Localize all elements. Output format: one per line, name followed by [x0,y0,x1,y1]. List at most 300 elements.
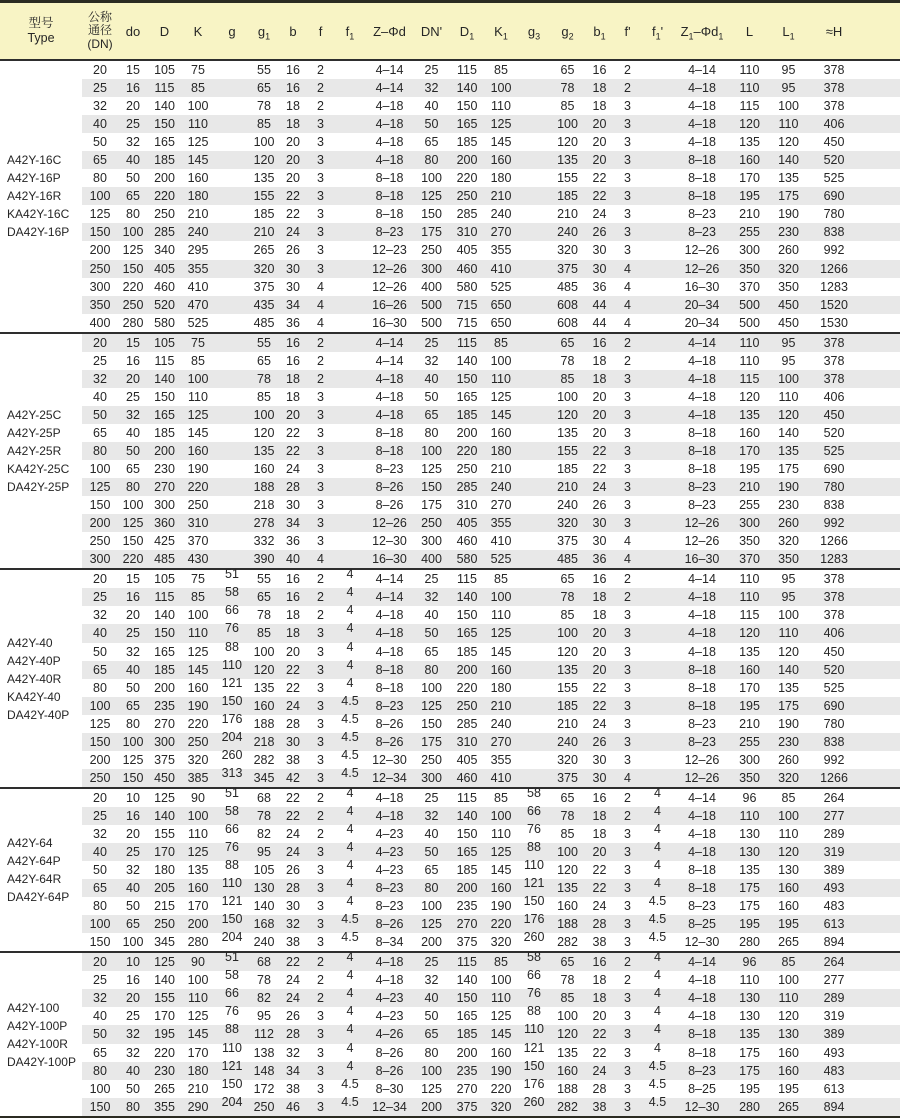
spec-cell: 3 [307,187,334,205]
spec-cell: 230 [769,223,808,241]
spec-cell: 4 [624,534,631,549]
spec-cell: 80 [93,680,107,695]
spec-cell [641,588,674,606]
model-label: A42Y-16P [7,171,61,186]
spec-cell: 115 [450,788,484,807]
spec-cell: 105 [148,333,181,352]
filler-cell [860,661,900,679]
spec-cell: 8–23 [688,716,716,731]
spec-cell: 120 [253,425,275,440]
spec-cell: 220 [456,680,478,695]
spec-cell: 110 [491,99,511,114]
spec-cell: 150 [89,498,111,513]
spec-cell: 282 [253,752,275,767]
spec-cell: 220 [456,171,478,186]
spec-cell: 3 [624,752,631,767]
spec-cell: 485 [148,550,181,569]
raised-value: 313 [221,765,243,780]
spec-cell: 300 [413,769,450,788]
spec-cell: 18 [286,99,300,114]
spec-cell: 3 [614,1025,641,1043]
spec-row [0,1062,900,1080]
spec-cell: 115 [739,608,760,623]
spec-cell: 85 [191,353,205,368]
spec-cell: 32 [93,99,107,114]
spec-cell [215,296,249,314]
spec-cell: 18 [585,989,614,1007]
spec-cell: 30 [286,899,300,914]
spec-cell: 22 [279,788,307,807]
spec-cell: 175 [730,1062,769,1080]
spec-cell: 3 [614,915,641,933]
spec-cell: 205 [148,879,181,897]
spec-cell: 2 [614,588,641,606]
raised-value: 51 [225,785,239,800]
spec-cell: 28 [286,716,300,731]
spec-cell: 85 [484,569,518,588]
spec-cell: 3 [614,370,641,388]
spec-cell [518,187,550,205]
spec-cell: 100 [122,498,144,513]
spec-cell: 140 [769,661,808,679]
spec-cell: 210 [557,716,578,731]
spec-cell: 145 [181,151,215,169]
spec-cell: 3 [624,680,631,695]
filler-cell [860,352,900,370]
spec-cell: 4–18 [688,644,716,659]
spec-cell: 525 [823,171,845,186]
spec-cell: 370 [739,279,760,294]
spec-cell: 25 [413,333,450,352]
filler-cell [860,843,900,861]
spec-cell: 460 [456,534,478,549]
raised-value: 4.5 [341,765,359,780]
spec-cell: 20 [118,989,148,1007]
spec-cell: 24 [585,478,614,496]
spec-cell: 270 [484,733,518,751]
spec-cell: 175 [769,187,808,205]
spec-cell: 270 [154,716,175,731]
spec-cell: 405 [456,243,478,258]
spec-cell: 8–26 [366,1062,413,1080]
spec-row [0,933,900,952]
spec-cell: 135 [778,171,799,186]
spec-cell: 22 [585,879,614,897]
spec-cell: 235 [456,899,478,914]
spec-cell: 240 [490,207,512,222]
spec-cell: 125 [187,1009,209,1024]
raised-value: 88 [527,840,541,855]
spec-cell: 278 [249,514,279,532]
spec-cell [641,370,674,388]
spec-cell: 2 [624,973,631,988]
spec-cell: 16–30 [684,279,720,294]
spec-cell: 2 [614,333,641,352]
spec-cell: 135 [550,661,585,679]
spec-cell: 140 [154,608,175,623]
spec-cell: 68 [249,788,279,807]
spec-row [0,514,900,532]
spec-cell: 30 [592,243,607,258]
spec-cell: 8–25 [674,915,730,933]
spec-cell: 100 [778,99,799,114]
spec-cell: 493 [823,1045,845,1060]
spec-cell: 240 [550,733,585,751]
spec-cell: 105 [253,863,275,878]
spec-cell: 8–18 [674,879,730,897]
spec-cell: 250 [154,207,175,222]
spec-cell: 218 [253,498,275,513]
spec-cell [641,260,674,278]
filler-cell [860,406,900,424]
spec-cell: 15 [126,63,140,77]
spec-cell: 210 [187,207,209,222]
filler-cell [860,496,900,514]
spec-cell: 525 [490,279,512,294]
spec-cell: 4–26 [366,1025,413,1043]
spec-cell [641,278,674,296]
spec-cell: 65 [413,1025,450,1043]
spec-cell: 4–14 [674,952,730,971]
spec-cell: 406 [823,389,845,404]
spec-cell: 320 [769,260,808,278]
spec-cell: 12–34 [366,769,413,788]
spec-cell [518,460,550,478]
spec-cell: 8–26 [375,1045,404,1060]
spec-cell: 18 [585,807,614,825]
spec-cell [641,424,674,442]
spec-cell: 46 [279,1098,307,1117]
spec-cell: 3 [614,151,641,169]
spec-cell [641,442,674,460]
spec-cell: 4–18 [674,843,730,861]
filler-cell [860,1098,900,1117]
spec-cell: 135 [253,680,275,695]
spec-cell: 4–18 [688,353,716,368]
spec-cell: 400 [421,279,442,294]
spec-cell: 40 [126,425,140,440]
spec-cell: 8–23 [366,697,413,715]
spec-cell: 4–18 [366,115,413,133]
spec-cell: 50 [82,1025,118,1043]
spec-cell: 32 [424,973,439,988]
spec-cell: 265 [778,935,799,950]
spec-cell: 200 [154,680,175,695]
col-header-l1: $L_1$ [769,2,808,61]
spec-cell: 22 [279,661,307,679]
spec-cell: 150 [450,989,484,1007]
spec-cell: 40 [82,843,118,861]
spec-cell: 4–18 [375,608,404,623]
spec-cell: 20 [585,624,614,642]
spec-cell [215,205,249,223]
spec-cell: 8–23 [375,899,404,914]
spec-cell: 20 [279,406,307,424]
spec-cell: 8–18 [375,171,404,186]
spec-row [0,697,900,715]
spec-cell: 100 [253,644,275,659]
spec-cell: 85 [257,389,271,404]
spec-cell [518,733,550,751]
spec-cell: 160 [187,171,209,186]
spec-cell: 2 [307,952,334,971]
spec-cell: 120 [550,1025,585,1043]
spec-cell: 3 [307,697,334,715]
raised-value: 4 [654,986,661,1001]
spec-cell: 220 [484,915,518,933]
spec-cell: 370 [187,534,209,549]
spec-cell: 65 [257,353,271,368]
spec-cell [518,333,550,352]
spec-cell: 95 [769,333,808,352]
spec-row [0,205,900,223]
spec-row [0,1025,900,1043]
spec-cell: 265 [253,243,275,258]
raised-value: 58 [527,785,541,800]
model-label: KA42Y-40 [7,689,61,704]
raised-value: 4.5 [648,912,667,927]
spec-cell: 120 [778,1009,799,1024]
spec-cell: 345 [154,935,175,950]
spec-cell: 320 [249,260,279,278]
spec-cell: 8–23 [688,899,716,914]
spec-cell [215,97,249,115]
spec-cell [518,278,550,296]
spec-cell: 145 [187,425,209,440]
spec-cell [518,133,550,151]
raised-value: 176 [523,912,545,927]
spec-cell: 4–18 [674,115,730,133]
spec-cell: 38 [286,1081,300,1096]
model-label: A42Y-64R [7,872,62,887]
spec-cell: 140 [450,807,484,825]
spec-cell: 3 [307,478,334,496]
spec-row [0,1044,900,1062]
spec-cell [215,79,249,97]
spec-cell: 125 [122,752,144,767]
spec-row [0,115,900,133]
spec-cell [641,388,674,406]
spec-cell [641,624,674,642]
spec-cell: 110 [491,826,511,841]
spec-cell: 188 [557,1081,578,1096]
spec-cell [334,205,366,223]
spec-row [0,606,900,624]
raised-value: 4 [346,803,354,818]
spec-cell: 3 [317,1081,324,1096]
spec-cell: 410 [490,534,512,549]
spec-cell: 4–23 [375,863,404,878]
spec-cell [518,514,550,532]
spec-cell: 450 [148,769,181,788]
filler-cell [860,569,900,588]
spec-cell: 210 [739,716,760,731]
spec-cell: 100 [490,353,512,368]
spec-cell: 180 [484,442,518,460]
spec-cell: 282 [550,1098,585,1117]
col-header-k1: $K_1$ [484,2,518,61]
spec-cell: 2 [614,569,641,588]
spec-cell: 8–18 [674,442,730,460]
spec-cell: 85 [769,952,808,971]
spec-cell: 16 [279,79,307,97]
spec-cell [518,223,550,241]
filler-cell [860,478,900,496]
raised-value: 4 [654,1004,661,1019]
filler-cell [860,333,900,352]
spec-cell: 26 [585,733,614,751]
spec-cell: 50 [126,171,140,186]
spec-cell: 8–18 [375,207,404,222]
spec-cell: 22 [592,462,607,477]
spec-cell: 20 [82,333,118,352]
spec-cell: 4–18 [674,807,730,825]
spec-cell: 125 [413,697,450,715]
spec-cell: 125 [484,624,518,642]
spec-cell: 115 [450,952,484,971]
spec-cell: 8–18 [688,863,716,878]
spec-cell: 100 [557,1009,578,1024]
spec-cell: 8–18 [674,151,730,169]
spec-cell [641,569,674,588]
spec-cell: 3 [614,879,641,897]
spec-cell: 270 [450,915,484,933]
model-label: A42Y-64P [7,854,61,869]
spec-cell: 135 [769,442,808,460]
spec-cell: 110 [730,569,769,588]
spec-cell: 4–18 [688,973,716,988]
spec-cell: 3 [624,716,631,731]
spec-cell: 40 [279,550,307,569]
spec-cell: 500 [421,315,442,330]
filler-cell [860,588,900,606]
spec-cell: 24 [279,989,307,1007]
spec-cell: 50 [93,644,107,659]
spec-cell [641,205,674,223]
spec-cell: 2 [624,63,631,77]
spec-cell [641,333,674,352]
spec-cell: 115 [457,63,477,77]
spec-cell: 3 [624,826,631,841]
spec-cell: 135 [730,406,769,424]
spec-cell: 3 [624,608,631,623]
spec-cell: 110 [730,807,769,825]
spec-cell: 120 [249,151,279,169]
spec-cell: 110 [730,333,769,352]
spec-cell: 65 [93,1045,107,1060]
spec-cell: 32 [126,135,140,150]
spec-cell: 16 [585,952,614,971]
spec-cell: 500 [413,296,450,314]
spec-cell: 22 [279,807,307,825]
spec-cell: 3 [624,863,631,878]
raised-value: 4 [654,1040,661,1055]
spec-cell: 185 [148,661,181,679]
spec-cell: 4–18 [366,151,413,169]
spec-cell: 100 [89,462,111,477]
raised-value: 121 [221,894,243,909]
filler-cell [860,971,900,989]
spec-cell: 150 [450,370,484,388]
spec-cell: 200 [450,661,484,679]
spec-cell: 80 [413,661,450,679]
spec-cell: 130 [730,843,769,861]
spec-cell: 260 [778,752,799,767]
spec-cell: 240 [484,478,518,496]
spec-cell: 690 [808,697,860,715]
spec-cell: 190 [181,697,215,715]
spec-cell: 3 [307,1025,334,1043]
raised-value: 4 [346,785,354,800]
spec-cell: 185 [450,1025,484,1043]
spec-cell: 140 [253,899,275,914]
raised-value: 110 [524,858,544,873]
spec-cell: 24 [592,899,607,914]
spec-cell [641,643,674,661]
spec-cell: 85 [494,63,508,77]
col-header-h: ≈H [808,2,860,61]
spec-cell: 200 [148,442,181,460]
spec-cell: 80 [126,207,140,222]
spec-cell: 15 [118,569,148,588]
spec-cell [215,514,249,532]
spec-row [0,460,900,478]
spec-cell: 100 [413,442,450,460]
spec-cell: 285 [456,716,478,731]
spec-cell: 8–23 [674,733,730,751]
raised-value: 260 [523,930,545,945]
spec-cell: 130 [249,879,279,897]
spec-cell: 360 [148,514,181,532]
spec-cell: 780 [823,716,845,731]
spec-cell: 28 [279,1025,307,1043]
spec-cell: 350 [739,534,760,549]
spec-cell: 3 [317,462,324,477]
spec-row [0,624,900,642]
spec-cell: 2 [307,333,334,352]
spec-cell: 18 [592,608,607,623]
spec-cell: 145 [490,644,512,659]
spec-cell: 85 [560,99,575,114]
spec-cell: 22 [585,697,614,715]
spec-cell: 30 [592,752,607,767]
col-header-k: K [181,2,215,61]
spec-row [0,352,900,370]
spec-cell: 155 [148,989,181,1007]
spec-cell: 44 [585,296,614,314]
spec-cell: 310 [450,733,484,751]
spec-cell: 4–18 [366,624,413,642]
spec-cell: 780 [808,478,860,496]
spec-cell [215,478,249,496]
spec-cell: 115 [739,99,760,114]
spec-cell [334,60,366,79]
spec-cell: 100 [249,406,279,424]
spec-cell: 3 [614,478,641,496]
spec-cell: 4–14 [366,569,413,588]
filler-cell [860,915,900,933]
spec-cell [215,241,249,259]
spec-cell: 8–23 [688,498,716,513]
spec-cell [518,679,550,697]
spec-cell: 185 [154,425,175,440]
spec-cell: 220 [148,187,181,205]
spec-cell: 188 [550,915,585,933]
spec-cell: 425 [154,534,175,549]
raised-value: 260 [523,1094,545,1109]
spec-cell: 350 [778,279,799,294]
spec-cell: 3 [307,442,334,460]
